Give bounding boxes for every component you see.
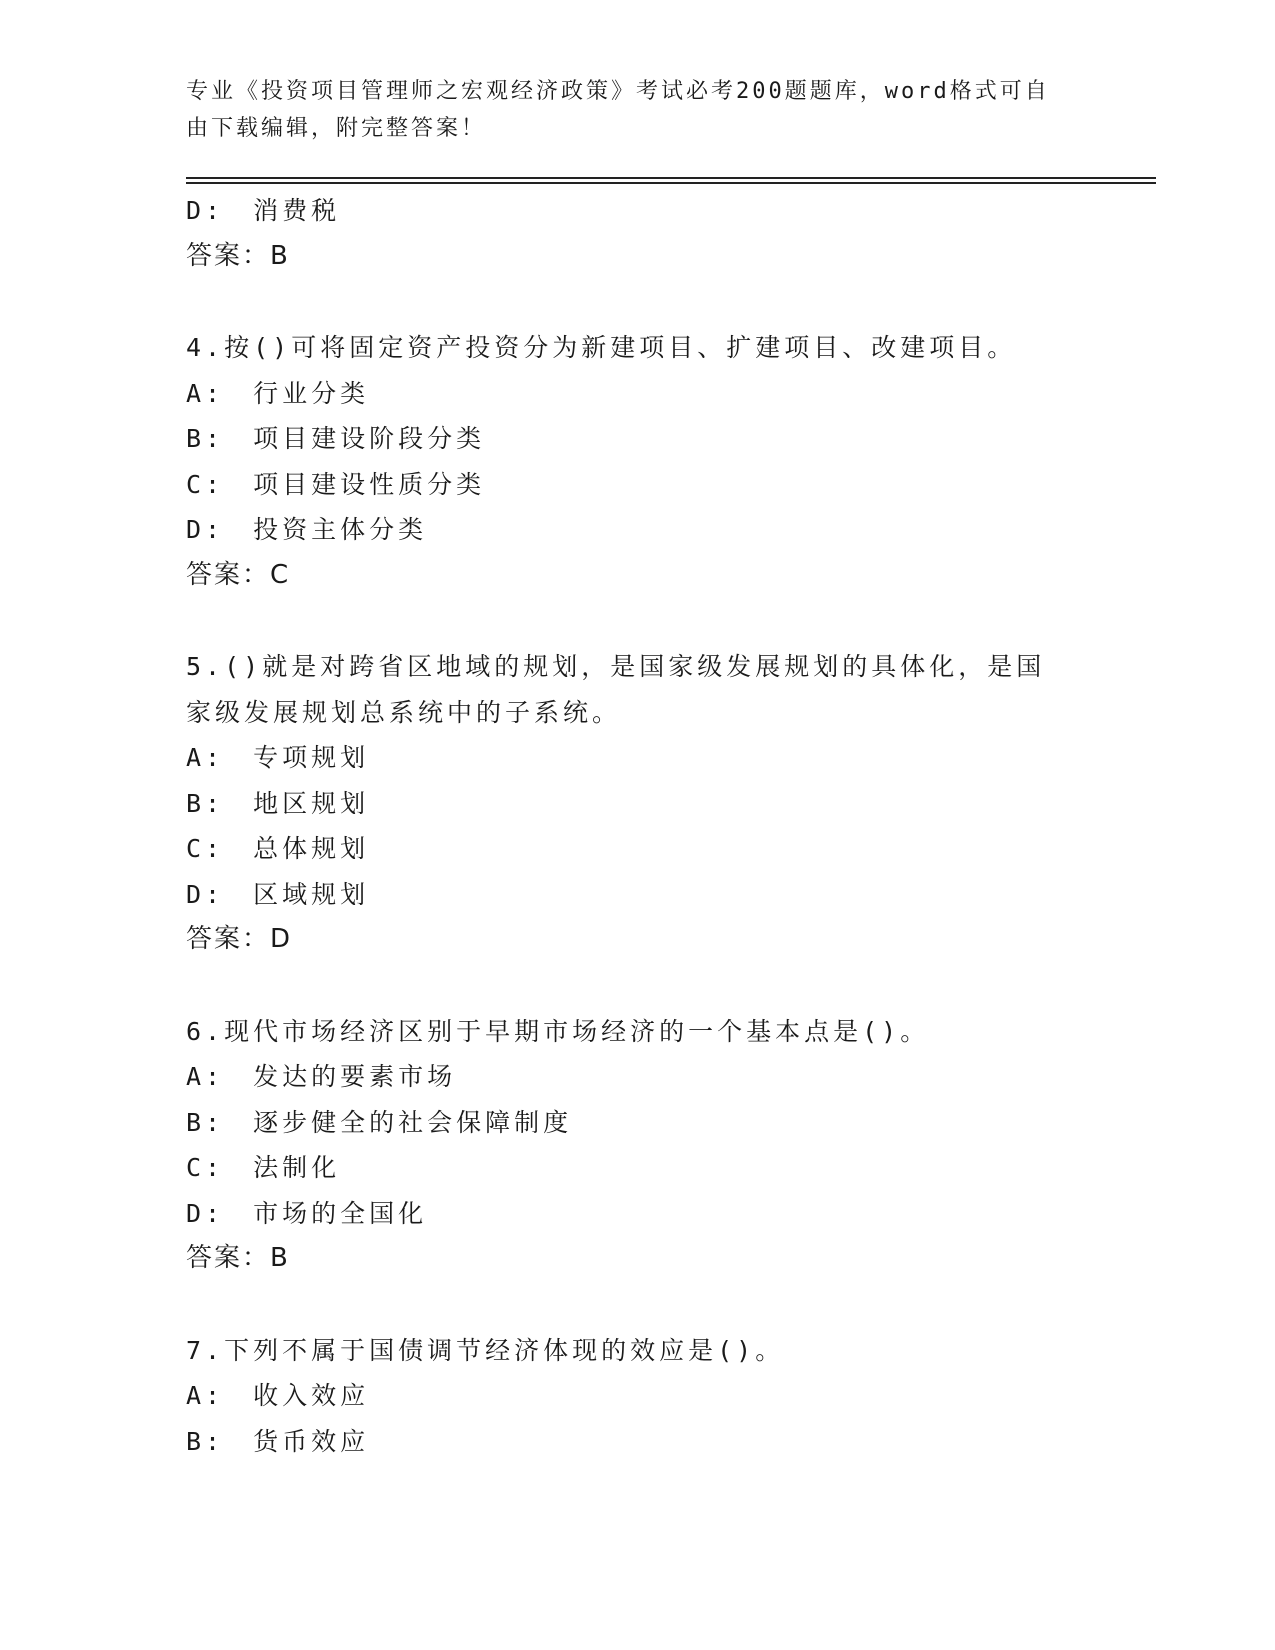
- header-divider-top: [186, 177, 1156, 179]
- option-item: C: 项目建设性质分类: [186, 469, 486, 499]
- option-item: C: 法制化: [186, 1153, 341, 1182]
- option-item: A: 收入效应: [186, 1381, 370, 1410]
- option-item: B: 货币效应: [186, 1426, 370, 1456]
- option-item: D: 区域规划: [186, 879, 370, 909]
- answer-line: 答案：C: [186, 559, 291, 590]
- document-header: 专业《投资项目管理师之宏观经济政策》考试必考200题题库，word格式可自由下载编辑，附完整答案！: [186, 79, 1050, 141]
- question-7: [186, 1328, 1086, 1465]
- question-content: [186, 188, 1086, 1464]
- question-5: [186, 644, 1086, 963]
- spacer: [186, 598, 1086, 644]
- option-item: D: 消费税: [186, 196, 341, 225]
- header-divider-bottom: [186, 182, 1156, 184]
- question-partial: [186, 188, 1086, 279]
- option-item: B: 逐步健全的社会保障制度: [186, 1107, 573, 1137]
- question-6: [186, 1009, 1086, 1282]
- option-item: A: 发达的要素市场: [186, 1062, 457, 1091]
- option-item: D: 投资主体分类: [186, 515, 428, 544]
- question-title: 5.()就是对跨省区地域的规划，是国家级发展规划的具体化，是国家级发展规划总系统中的子系统。: [186, 652, 1046, 727]
- option-item: A: 行业分类: [186, 378, 370, 408]
- question-4: [186, 325, 1086, 598]
- spacer: [186, 279, 1086, 325]
- question-title: 7.下列不属于国债调节经济体现的效应是()。: [186, 1335, 785, 1365]
- option-item: B: 项目建设阶段分类: [186, 424, 486, 453]
- answer-line: 答案：B: [186, 240, 290, 271]
- option-item: C: 总体规划: [186, 834, 370, 863]
- option-item: A: 专项规划: [186, 743, 370, 772]
- option-item: D: 市场的全国化: [186, 1198, 428, 1228]
- answer-line: 答案：B: [186, 1243, 290, 1273]
- answer-line: 答案：D: [186, 924, 293, 954]
- question-title: 6.现代市场经济区别于早期市场经济的一个基本点是()。: [186, 1016, 930, 1046]
- spacer: [186, 963, 1086, 1009]
- option-item: B: 地区规划: [186, 788, 370, 818]
- spacer: [186, 1282, 1086, 1328]
- question-title: 4.按()可将固定资产投资分为新建项目、扩建项目、改建项目。: [186, 333, 1017, 362]
